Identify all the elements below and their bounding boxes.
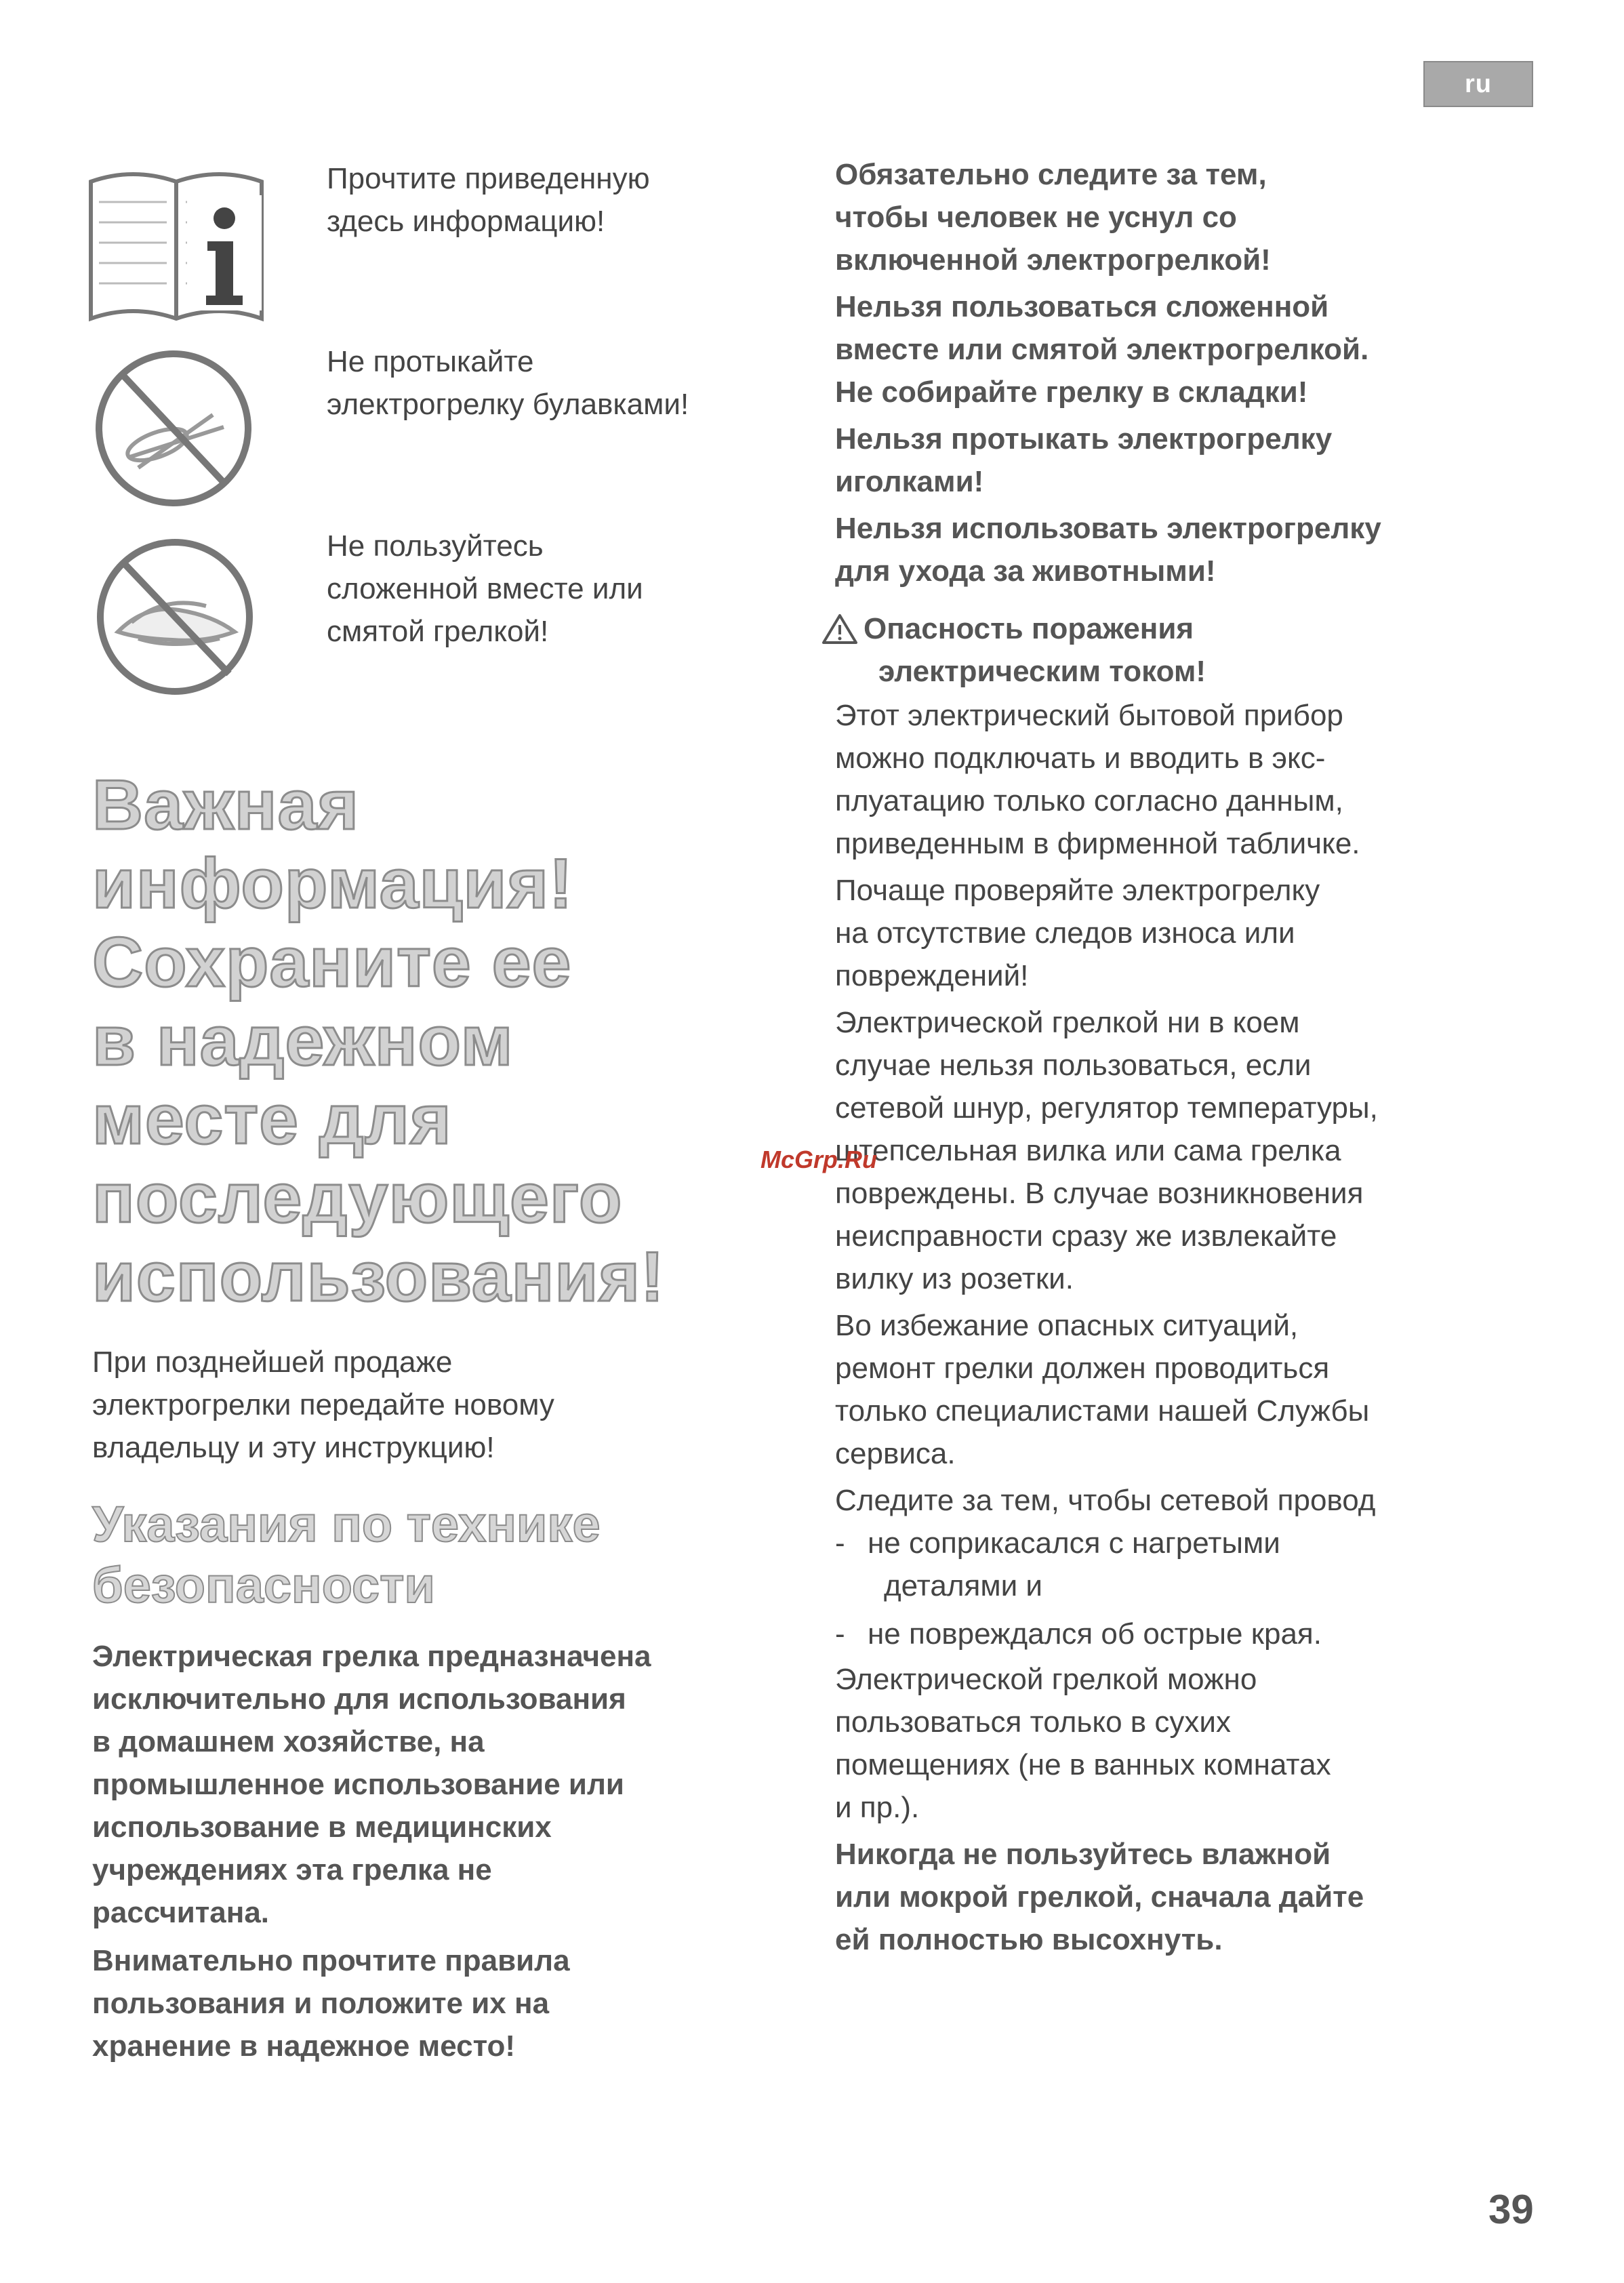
paragraph-repair <box>835 1304 1594 1475</box>
paragraph-damaged <box>835 1001 1594 1300</box>
intro-line: При позднейшей продаже <box>92 1346 453 1379</box>
warning-heading-line: Опасность поражения <box>864 612 1194 645</box>
paragraph-no-needles <box>835 418 1554 503</box>
paragraph-check-wear <box>835 869 1594 997</box>
text-line: хранение в надежное место! <box>92 2029 516 2063</box>
safety-text <box>92 1635 824 2067</box>
main-title-line: месте для <box>92 1080 452 1159</box>
paragraph-dry-rooms <box>835 1658 1594 1829</box>
text-line: вместе или смятой электрогрелкой. <box>835 333 1369 366</box>
text-line: плуатацию только согласно данным, <box>835 784 1343 817</box>
text-line: только специалистами нашей Службы <box>835 1394 1370 1428</box>
text-line: чтобы человек не уснул со <box>835 201 1237 234</box>
text-line: Во избежание опасных ситуаций, <box>835 1309 1299 1342</box>
text-line: Никогда не пользуйтесь влажной <box>835 1838 1331 1871</box>
text-line: Нельзя пользоваться сложенной <box>835 290 1329 323</box>
text-line: деталями и <box>884 1569 1042 1602</box>
text-line: на отсутствие следов износа или <box>835 916 1295 950</box>
warning-heading <box>821 607 1554 693</box>
text-line: Нельзя протыкать электрогрелку <box>835 422 1333 456</box>
text-line: Обязательно следите за тем, <box>835 158 1267 191</box>
text-line: Электрической грелкой ни в коем <box>835 1006 1300 1039</box>
text-line: пользоваться только в сухих <box>835 1705 1231 1739</box>
text-line: ей полностью высохнуть. <box>835 1923 1223 1956</box>
no-folded-icon <box>91 530 259 705</box>
language-tab-label: ru <box>1465 69 1492 98</box>
text-line: штепсельная вилка или сама грелка <box>835 1134 1341 1167</box>
icon-caption-no-folded <box>327 525 643 653</box>
paragraph-no-wet <box>835 1833 1594 1961</box>
watermark: McGrp.Ru <box>760 1146 878 1173</box>
text-line: в домашнем хозяйстве, на <box>92 1725 485 1758</box>
main-title-line: использования! <box>92 1238 665 1316</box>
text-line: Внимательно прочтите правила <box>92 1944 570 1977</box>
icon-caption-line: электрогрелку булавками! <box>327 388 689 421</box>
main-title-line: Сохраните ее <box>92 923 572 1002</box>
text-line: Электрическая грелка предназначена <box>92 1640 651 1673</box>
text-line: или мокрой грелкой, сначала дайте <box>835 1880 1364 1914</box>
intro-paragraph <box>92 1341 797 1469</box>
text-line: Нельзя использовать электрогрелку <box>835 512 1381 545</box>
text-line: случае нельзя пользоваться, если <box>835 1049 1312 1082</box>
right-column-top <box>835 153 1554 592</box>
main-title-line: последующего <box>92 1159 623 1238</box>
text-line: неисправности сразу же извлекайте <box>835 1219 1337 1253</box>
safety-heading-line: безопасности <box>92 1557 435 1613</box>
warning-heading-line: электрическим током! <box>878 655 1206 688</box>
safety-heading <box>92 1494 797 1616</box>
safety-paragraph-purpose <box>92 1635 824 1934</box>
text-line: пользования и положите их на <box>92 1987 550 2020</box>
text-line: Электрической грелкой можно <box>835 1663 1257 1696</box>
right-column-body <box>835 694 1594 1961</box>
paragraph-rating-plate <box>835 694 1594 865</box>
text-line: приведенным в фирменной табличке. <box>835 827 1360 860</box>
paragraph-no-sleep <box>835 153 1554 281</box>
list-dash: - <box>835 1527 845 1560</box>
text-line: и пр.). <box>835 1791 920 1824</box>
text-line: включенной электрогрелкой! <box>835 243 1271 277</box>
list-item <box>835 1522 1594 1607</box>
icon-caption-read-info <box>327 157 650 243</box>
text-line: не повреждался об острые края. <box>868 1617 1322 1651</box>
text-line: можно подключать и вводить в экс- <box>835 742 1326 775</box>
intro-line: электрогрелки передайте новому <box>92 1388 554 1421</box>
icon-caption-line: смятой грелкой! <box>327 615 549 648</box>
text-line: иголками! <box>835 465 984 498</box>
text-line: Следите за тем, чтобы сетевой провод <box>835 1484 1376 1517</box>
text-line: Не собирайте грелку в складки! <box>835 376 1308 409</box>
safety-paragraph-read-rules <box>92 1939 824 2067</box>
main-title-line: Важная <box>92 766 360 845</box>
text-line: повреждений! <box>835 959 1029 992</box>
list-item <box>835 1613 1594 1655</box>
main-title-line: в надежном <box>92 1002 514 1080</box>
page-number: 39 <box>1488 2187 1534 2232</box>
text-line: использование в медицинских <box>92 1811 552 1844</box>
warning-triangle-icon <box>821 613 858 645</box>
text-line: ремонт грелки должен проводиться <box>835 1352 1330 1385</box>
icon-caption-line: Прочтите приведенную <box>327 162 650 195</box>
paragraph-no-folded <box>835 285 1554 413</box>
text-line: рассчитана. <box>92 1896 270 1929</box>
text-line: вилку из розетки. <box>835 1262 1074 1295</box>
list-dash: - <box>835 1617 845 1651</box>
intro-line: владельцу и эту инструкцию! <box>92 1431 495 1464</box>
main-title-line: информация! <box>92 845 573 923</box>
icon-caption-line: Не пользуйтесь <box>327 529 544 563</box>
text-line: не соприкасался с нагретыми <box>868 1527 1280 1560</box>
paragraph-no-animals <box>835 507 1554 592</box>
text-line: для ухода за животными! <box>835 554 1216 588</box>
text-line: учреждениях эта грелка не <box>92 1853 492 1886</box>
text-line: сервиса. <box>835 1437 956 1470</box>
text-line: промышленное использование или <box>92 1768 624 1801</box>
icon-caption-line: Не протыкайте <box>327 345 534 378</box>
icon-caption-line: сложенной вместе или <box>327 572 643 605</box>
text-line: сетевой шнур, регулятор температуры, <box>835 1091 1378 1125</box>
text-line: исключительно для использования <box>92 1682 626 1716</box>
text-line: помещениях (не в ванных комнатах <box>835 1748 1331 1781</box>
icon-caption-no-pins <box>327 340 689 426</box>
paragraph-cable <box>835 1479 1594 1655</box>
main-title <box>92 766 797 1316</box>
safety-heading-line: Указания по технике <box>92 1496 601 1552</box>
text-line: Этот электрический бытовой прибор <box>835 699 1343 732</box>
text-line: Почаще проверяйте электрогрелку <box>835 874 1320 907</box>
icon-caption-line: здесь информацию! <box>327 205 605 238</box>
info-book-icon <box>85 161 267 328</box>
language-tab <box>1423 61 1533 107</box>
no-pins-icon <box>91 335 256 522</box>
text-line: повреждены. В случае возникновения <box>835 1177 1364 1210</box>
